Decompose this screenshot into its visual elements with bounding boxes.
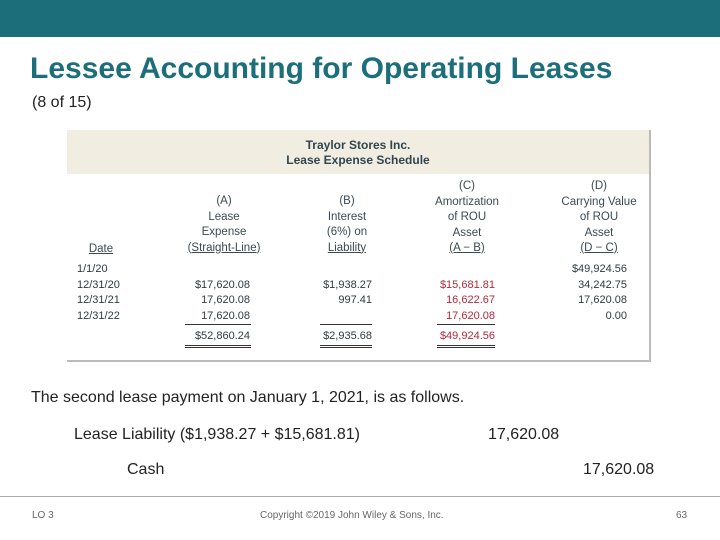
schedule-header bbox=[67, 130, 649, 174]
company-name: Traylor Stores Inc. bbox=[305, 138, 411, 152]
debit-label: Lease Liability ($1,938.27 + $15,681.81) bbox=[74, 426, 360, 443]
total-rule-a bbox=[185, 324, 251, 325]
col-head-line: (D − C) bbox=[580, 242, 618, 254]
col-head-line: (A − B) bbox=[449, 242, 485, 254]
cell-date: 1/1/20 bbox=[77, 263, 108, 275]
col-head-a bbox=[177, 194, 271, 256]
top-bar bbox=[0, 0, 720, 37]
cell-b: 997.41 bbox=[338, 294, 372, 306]
copyright: Copyright ©2019 John Wiley & Sons, Inc. bbox=[260, 510, 444, 521]
total-rule-c bbox=[437, 324, 495, 325]
learning-objective: LO 3 bbox=[32, 510, 54, 521]
slide-title: Lessee Accounting for Operating Leases bbox=[30, 52, 613, 85]
col-head-line: Amortization bbox=[435, 195, 499, 208]
intro-text: The second lease payment on January 1, 2021, is as follows. bbox=[31, 389, 465, 406]
lease-expense-schedule bbox=[67, 130, 651, 362]
schedule-name: Lease Expense Schedule bbox=[286, 153, 430, 167]
col-head-line: Interest bbox=[327, 210, 367, 223]
cell-c: $15,681.81 bbox=[439, 279, 495, 291]
cell-a: 17,620.08 bbox=[201, 294, 250, 306]
footer-rule bbox=[0, 496, 720, 497]
cell-c: 17,620.08 bbox=[446, 310, 495, 322]
col-head-line: Liability bbox=[327, 241, 367, 254]
cell-d: 17,620.08 bbox=[578, 294, 627, 306]
col-head-line: Date bbox=[88, 243, 114, 255]
credit-amount: 17,620.08 bbox=[583, 461, 655, 478]
total-rule-b bbox=[320, 324, 372, 325]
col-head-line: (A) bbox=[216, 195, 232, 207]
col-head-line: (C) bbox=[459, 180, 475, 192]
col-head-b bbox=[305, 194, 389, 256]
cell-date: 12/31/22 bbox=[77, 310, 120, 322]
col-head-line: Lease bbox=[208, 210, 240, 223]
col-head-date bbox=[77, 242, 125, 258]
col-head-d bbox=[549, 179, 649, 257]
col-head-line: Carrying Value bbox=[561, 195, 637, 208]
cell-d: $49,924.56 bbox=[571, 263, 627, 275]
col-head-c bbox=[417, 179, 517, 257]
page-number: 63 bbox=[676, 510, 688, 521]
debit-amount: 17,620.08 bbox=[488, 426, 560, 443]
cell-d: 34,242.75 bbox=[578, 279, 627, 291]
col-head-line: of ROU bbox=[579, 211, 619, 223]
cell-b: $1,938.27 bbox=[323, 279, 372, 291]
double-rule-b bbox=[320, 345, 372, 346]
cell-date: 12/31/20 bbox=[77, 279, 120, 291]
cell-a: $17,620.08 bbox=[194, 279, 250, 291]
cell-d: 0.00 bbox=[605, 310, 627, 322]
total-c: $49,924.56 bbox=[439, 330, 495, 342]
double-rule-c bbox=[437, 347, 495, 348]
col-head-line: Asset bbox=[584, 226, 614, 239]
total-b: $2,935.68 bbox=[323, 330, 372, 342]
col-head-line: Asset bbox=[452, 226, 482, 239]
cell-c: 16,622.67 bbox=[446, 294, 495, 306]
col-head-line: (Straight-Line) bbox=[187, 241, 261, 254]
col-head-line: (6%) on bbox=[326, 226, 368, 238]
cell-date: 12/31/21 bbox=[77, 294, 120, 306]
col-head-line: Expense bbox=[201, 226, 247, 238]
double-rule-c bbox=[437, 345, 495, 346]
double-rule-b bbox=[320, 347, 372, 348]
col-head-line: (D) bbox=[591, 180, 607, 192]
col-head-line: (B) bbox=[339, 195, 355, 207]
double-rule-a bbox=[185, 347, 251, 348]
col-head-line: of ROU bbox=[447, 211, 487, 223]
cell-a: 17,620.08 bbox=[201, 310, 250, 322]
slide-subtitle: (8 of 15) bbox=[32, 94, 92, 111]
credit-label: Cash bbox=[127, 461, 165, 478]
total-a: $52,860.24 bbox=[194, 330, 250, 342]
double-rule-a bbox=[185, 345, 251, 346]
